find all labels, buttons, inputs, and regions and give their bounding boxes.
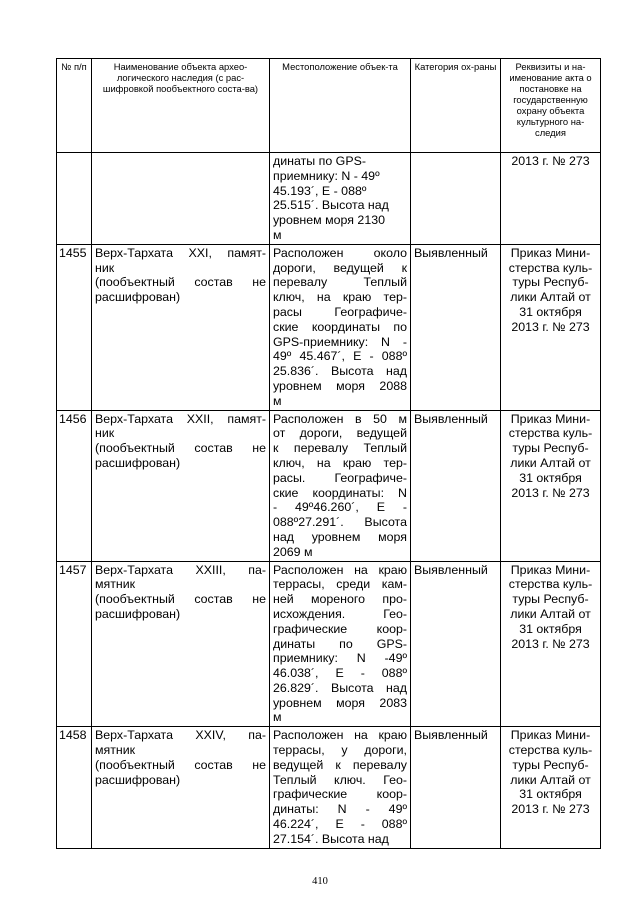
text-line: 2013 г. № 273 [511,485,590,500]
text-line: ключ, на краю тер- [273,290,407,305]
cell-requisites [501,561,601,727]
text-line: Верх-Тархата XXI, памят- [95,245,266,260]
text-line: туры Респуб- [512,441,589,456]
table-row [57,244,601,410]
cell-name [92,244,270,410]
text-line: Верх-Тархата XXIII, па- [95,562,266,577]
text-line: 46.224´, E - 088º [273,817,407,832]
text-line: 2013 г. № 273 [511,802,590,817]
text-line: уровнем моря 2130 [273,213,385,228]
table-header-row [57,59,601,153]
text-line: (пообъектный состав не [95,441,266,456]
text-line: стерства куль- [508,577,593,592]
text-line: лики Алтай от [510,455,591,470]
text-line: исхождения. Гео- [273,606,407,621]
cell-location [270,410,411,561]
text-line: 26.829´. Высота над [273,680,407,695]
cell-num: 1455 [57,244,92,410]
text-line: GPS-приемнику: N - [273,334,407,349]
text-line: расшифрован) [95,290,181,305]
text-line: 31 октября [519,787,582,802]
text-line: лики Алтай от [510,290,591,305]
text-line: дороги, ведущей к [273,260,407,275]
cell-num: 1457 [57,561,92,727]
text-line: м [273,227,282,242]
cell-name [92,153,270,245]
cell-location [270,153,411,245]
text-line: ключ, на краю тер- [273,455,407,470]
text-line: динаты: N - 49º [273,802,407,817]
text-line: 2013 г. № 273 [511,636,590,651]
text-line: м [273,710,282,725]
cell-category [411,153,501,245]
text-line: м [273,393,282,408]
text-line: (пообъектный состав не [95,757,266,772]
text-line: 2013 г. № 273 [511,154,590,168]
header-num: № п/п [57,59,92,153]
cell-location [270,561,411,727]
text-line: 088º27.291´. Высота [273,515,407,530]
text-line: лики Алтай от [510,772,591,787]
cell-category: Выявленный [411,410,501,561]
cell-num [57,153,92,245]
text-line: 27.154´. Высота над [273,831,389,846]
text-line: над уровнем моря [273,529,407,544]
table-row [57,410,601,561]
text-line: туры Респуб- [512,757,589,772]
text-line: (пообъектный состав не [95,592,266,607]
text-line: приемнику: N - 49º [273,168,380,183]
text-line: графические коор- [273,787,407,802]
text-line: ник [95,426,115,441]
cell-requisites [501,410,601,561]
text-line: динаты по GPS- [273,636,407,651]
text-line: (пообъектный состав не [95,275,266,290]
continuation-row [57,153,601,245]
cell-num: 1458 [57,727,92,848]
text-line: 25.515´. Высота над [273,198,389,213]
text-line: Приказ Мини- [510,411,591,426]
text-line: Приказ Мини- [510,562,591,577]
header-location: Местоположение объек-та [270,59,411,153]
cell-requisites [501,153,601,245]
text-line: 49º 45.467´, E - 088º [273,349,407,364]
text-line: 46.038´, E - 088º [273,666,407,681]
text-line: стерства куль- [508,743,593,758]
text-line: 31 октября [519,621,582,636]
cell-requisites [501,727,601,848]
text-line: 31 октября [519,470,582,485]
cell-name [92,727,270,848]
text-line: террасы, среди кам- [273,577,407,592]
page-number: 410 [312,876,328,887]
text-line: ведущей к перевалу [273,757,407,772]
text-line: - 49º46.260´, E - [273,500,407,515]
cell-num: 1456 [57,410,92,561]
text-line: Расположен в 50 м [273,411,407,426]
table-row [57,727,601,848]
text-line: расшифрован) [95,606,181,621]
text-line: 2069 м [273,544,313,559]
text-line: Расположен на краю [273,562,407,577]
cell-category: Выявленный [411,727,501,848]
header-requisites: Реквизиты и на-именование акта о постановке на государственную охрану объекта культурного на-следия [501,59,601,153]
text-line: туры Респуб- [512,275,589,290]
text-line: от дороги, ведущей [273,426,407,441]
monuments-table [56,58,601,849]
text-line: мятник [95,743,136,758]
text-line: Приказ Мини- [510,728,591,743]
text-line: 31 октября [519,304,582,319]
cell-location [270,244,411,410]
text-line: графические коор- [273,621,407,636]
text-line: расшифрован) [95,455,181,470]
text-line: уровнем моря 2083 [273,695,407,710]
text-line: 25.836´. Высота над [273,364,407,379]
cell-location [270,727,411,848]
text-line: ник [95,260,115,275]
text-line: мятник [95,577,136,592]
text-line: террасы, у дороги, [273,743,407,758]
text-line: стерства куль- [508,426,593,441]
text-line: динаты по GPS- [273,154,366,168]
text-line: туры Респуб- [512,592,589,607]
header-category: Категория ох-раны [411,59,501,153]
cell-category: Выявленный [411,244,501,410]
text-line: Расположен около [273,245,407,260]
text-line: ские координаты: N [273,485,407,500]
header-name: Наименование объекта архео-логического наследия (с рас-шифровкой пообъектного соста-ва) [92,59,270,153]
text-line: к перевалу Теплый [273,441,407,456]
text-line: Верх-Тархата XXII, памят- [95,411,266,426]
text-line: Расположен на краю [273,728,407,743]
text-line: 45.193´, E - 088º [273,183,367,198]
cell-requisites [501,244,601,410]
text-line: стерства куль- [508,260,593,275]
text-line: расы. Географиче- [273,470,407,485]
cell-name [92,561,270,727]
text-line: Теплый ключ. Гео- [273,772,407,787]
text-line: Верх-Тархата XXIV, па- [95,728,266,743]
cell-category: Выявленный [411,561,501,727]
text-line: 2013 г. № 273 [511,319,590,334]
text-line: расы Географиче- [273,304,407,319]
text-line: ские координаты по [273,319,407,334]
text-line: перевалу Теплый [273,275,407,290]
text-line: лики Алтай от [510,606,591,621]
cell-name [92,410,270,561]
table-row [57,561,601,727]
text-line: Приказ Мини- [510,245,591,260]
text-line: расшифрован) [95,772,181,787]
text-line: уровнем моря 2088 [273,378,407,393]
text-line: ней мореного про- [273,592,407,607]
text-line: приемнику: N -49º [273,651,407,666]
